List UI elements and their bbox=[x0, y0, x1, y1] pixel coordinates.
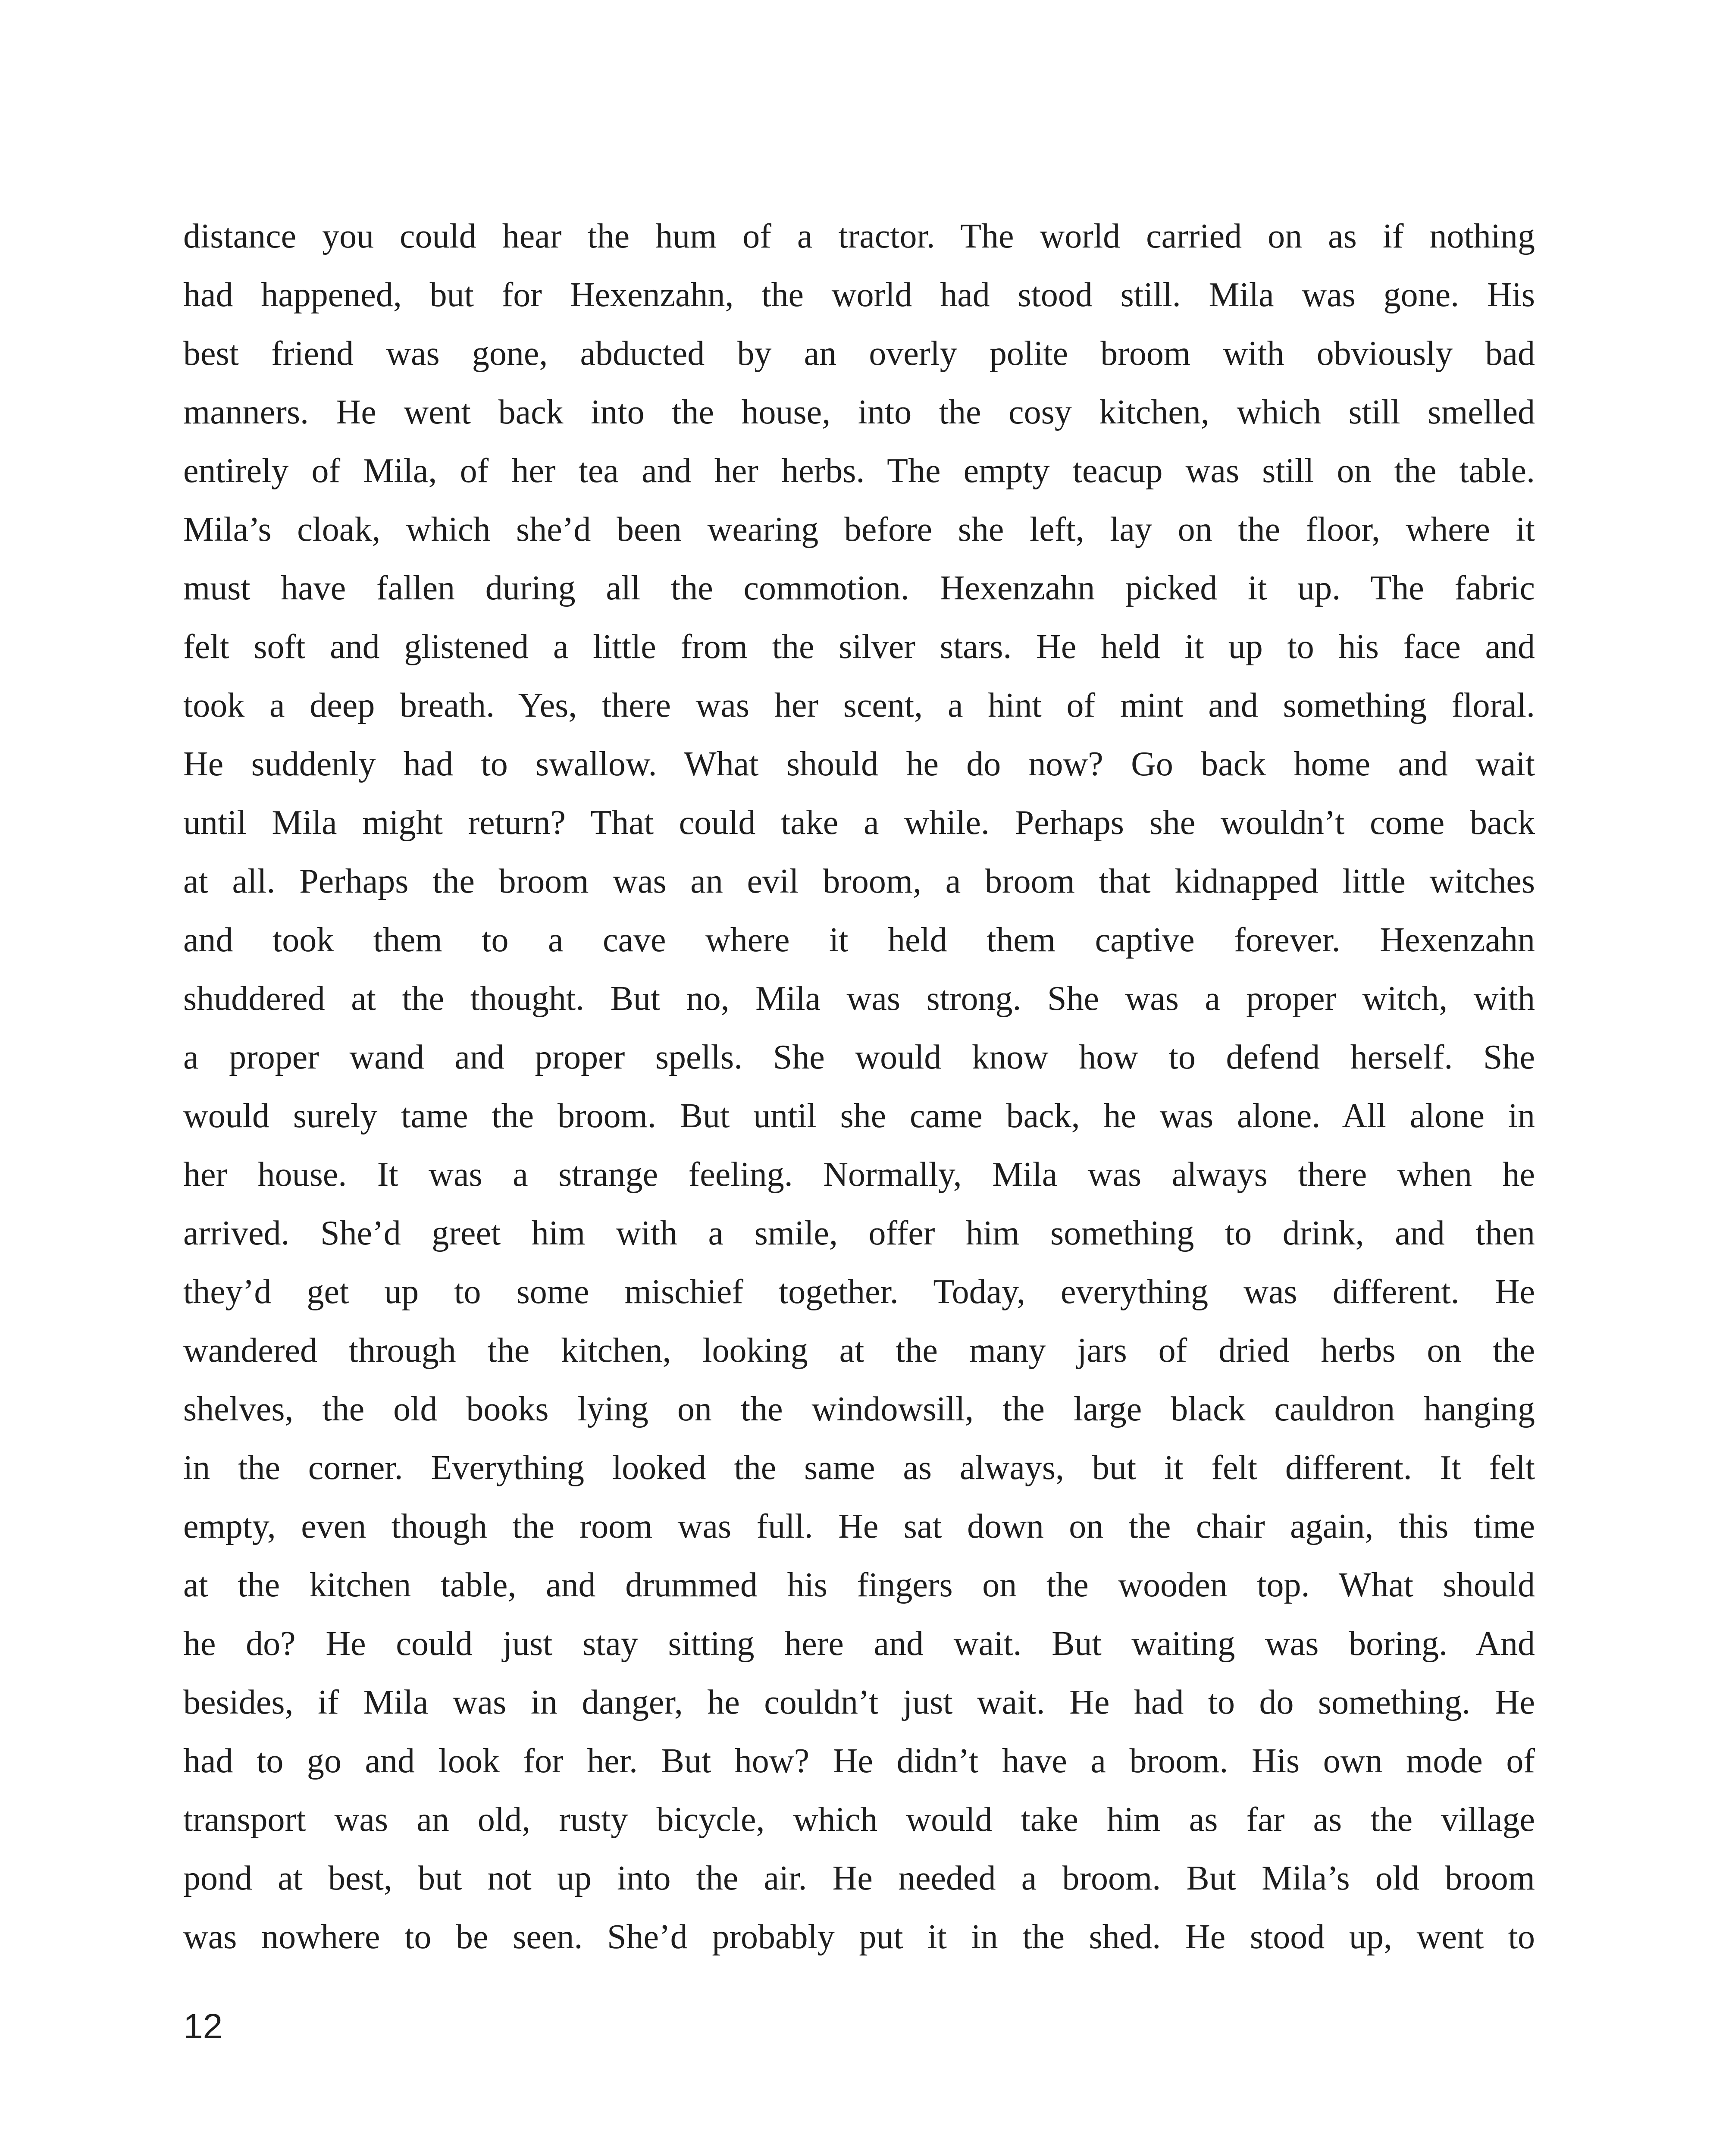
text-line: they’d get up to some mischief together. Today, everything was different. He bbox=[183, 1273, 1535, 1311]
text-line: would surely tame the broom. But until she came back, he was alone. All alone in bbox=[183, 1097, 1535, 1135]
text-line: her house. It was a strange feeling. Normally, Mila was always there when he bbox=[183, 1156, 1535, 1194]
text-line: best friend was gone, abducted by an overly polite broom with obviously bad bbox=[183, 335, 1535, 373]
text-line: and took them to a cave where it held them captive forever. Hexenzahn bbox=[183, 921, 1535, 959]
text-line: wandered through the kitchen, looking at the many jars of dried herbs on the bbox=[183, 1332, 1535, 1369]
text-line: shelves, the old books lying on the windowsill, the large black cauldron hanging bbox=[183, 1390, 1535, 1428]
text-line: empty, even though the room was full. He sat down on the chair again, this time bbox=[183, 1507, 1535, 1545]
body-text bbox=[183, 207, 1535, 1966]
text-line: must have fallen during all the commotion. Hexenzahn picked it up. The fabric bbox=[183, 569, 1535, 607]
text-line: entirely of Mila, of her tea and her herbs. The empty teacup was still on the table. bbox=[183, 452, 1535, 490]
text-line: distance you could hear the hum of a tractor. The world carried on as if nothing bbox=[183, 217, 1535, 255]
text-line: transport was an old, rusty bicycle, which would take him as far as the village bbox=[183, 1801, 1535, 1839]
text-line: felt soft and glistened a little from the silver stars. He held it up to his face and bbox=[183, 628, 1535, 666]
text-line: manners. He went back into the house, into the cosy kitchen, which still smelled bbox=[183, 393, 1535, 431]
text-line: arrived. She’d greet him with a smile, offer him something to drink, and then bbox=[183, 1214, 1535, 1252]
text-line: Mila’s cloak, which she’d been wearing before she left, lay on the floor, where it bbox=[183, 511, 1535, 548]
text-line: He suddenly had to swallow. What should he do now? Go back home and wait bbox=[183, 745, 1535, 783]
text-line: a proper wand and proper spells. She would know how to defend herself. She bbox=[183, 1038, 1535, 1076]
text-line: at all. Perhaps the broom was an evil broom, a broom that kidnapped little witches bbox=[183, 862, 1535, 900]
text-line: took a deep breath. Yes, there was her scent, a hint of mint and something floral. bbox=[183, 686, 1535, 724]
text-line: in the corner. Everything looked the same as always, but it felt different. It felt bbox=[183, 1449, 1535, 1487]
page-number: 12 bbox=[183, 2007, 223, 2046]
text-line: was nowhere to be seen. She’d probably put it in the shed. He stood up, went to bbox=[183, 1918, 1535, 1956]
text-line: had happened, but for Hexenzahn, the world had stood still. Mila was gone. His bbox=[183, 276, 1535, 314]
text-line: until Mila might return? That could take a while. Perhaps she wouldn’t come back bbox=[183, 804, 1535, 842]
text-line: shuddered at the thought. But no, Mila was strong. She was a proper witch, with bbox=[183, 980, 1535, 1018]
text-line: at the kitchen table, and drummed his fingers on the wooden top. What should bbox=[183, 1566, 1535, 1604]
text-line: pond at best, but not up into the air. He needed a broom. But Mila’s old broom bbox=[183, 1859, 1535, 1897]
text-line: besides, if Mila was in danger, he couldn’t just wait. He had to do something. He bbox=[183, 1683, 1535, 1721]
text-line: had to go and look for her. But how? He didn’t have a broom. His own mode of bbox=[183, 1742, 1535, 1780]
text-line: he do? He could just stay sitting here and wait. But waiting was boring. And bbox=[183, 1625, 1535, 1663]
